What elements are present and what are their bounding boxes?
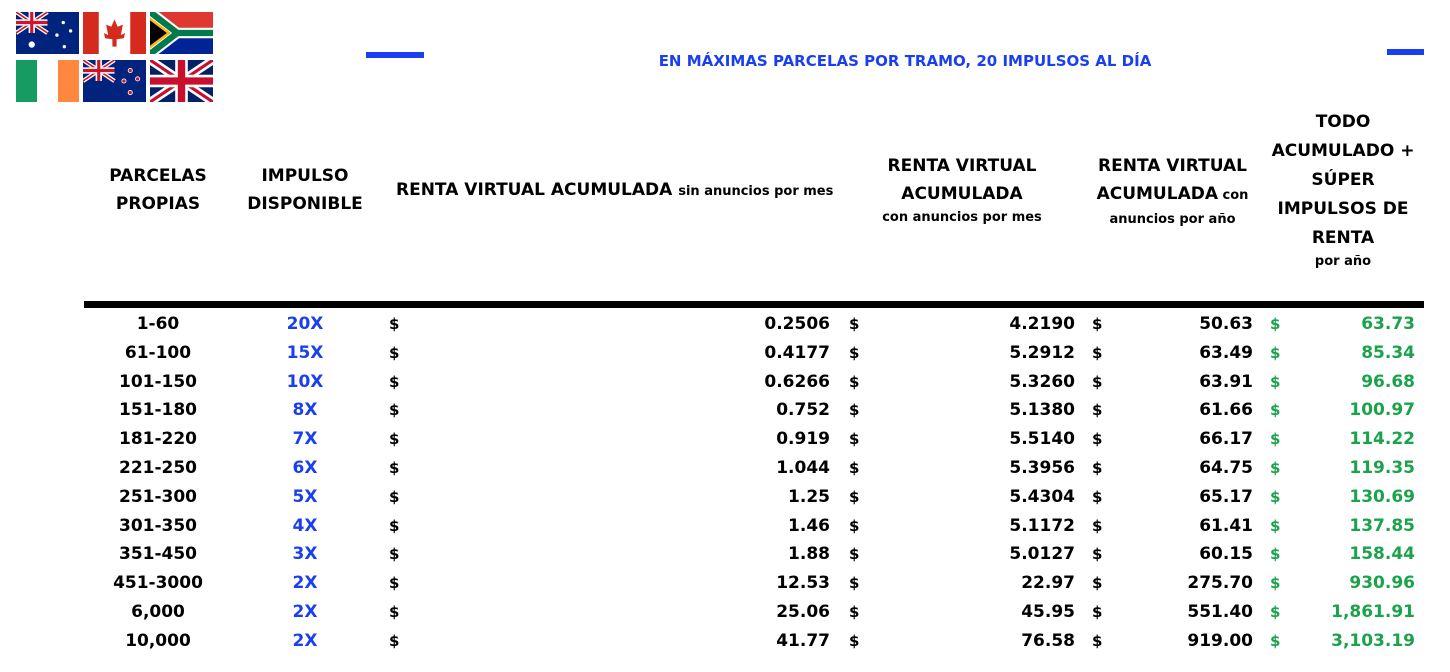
cell-currency-symbol: $ [1270, 315, 1281, 333]
header-parcelas-line1: PARCELAS [109, 166, 207, 186]
cell-renta-anio: 61.41 [1199, 515, 1253, 536]
header-renta-mes-sin [396, 176, 836, 206]
cell-currency-symbol: $ [1270, 459, 1281, 477]
table-row [0, 339, 1450, 368]
cell-renta-mes-sin: 0.4177 [764, 342, 830, 363]
cell-currency-symbol: $ [1270, 372, 1281, 391]
cell-currency-symbol: $ [389, 487, 400, 506]
cell-currency-symbol: $ [849, 343, 860, 362]
cell-impulso: 6X [292, 458, 318, 478]
header-todo-small: por año [1314, 254, 1372, 269]
cell-renta-mes-sin: 1.25 [788, 486, 830, 507]
cell-total-anio: 100.97 [1349, 400, 1415, 421]
table-row [0, 368, 1450, 397]
cell-parcelas: 251-300 [118, 486, 198, 507]
cell-currency-symbol: $ [1270, 343, 1281, 362]
header-todo-line2: ACUMULADO + [1271, 141, 1415, 161]
header-parcelas-line2: PROPIAS [115, 194, 201, 214]
cell-currency-symbol: $ [849, 516, 860, 535]
cell-parcelas: 301-350 [118, 515, 198, 536]
cell-currency-symbol: $ [849, 430, 860, 449]
header-renta-anio-small: anuncios por año [1109, 212, 1236, 227]
header-impulso [240, 162, 370, 218]
cell-currency-symbol: $ [1092, 430, 1103, 449]
cell-currency-symbol: $ [849, 315, 860, 333]
cell-renta-mes-con: 5.1380 [1009, 400, 1075, 421]
cell-renta-mes-sin: 12.53 [776, 573, 830, 594]
blue-bar-left [366, 52, 424, 58]
cell-renta-mes-sin: 25.06 [776, 602, 830, 622]
cell-currency-symbol: $ [849, 603, 860, 621]
australia-flag [16, 12, 79, 54]
cell-currency-symbol: $ [1092, 603, 1103, 621]
cell-parcelas: 151-180 [118, 400, 198, 421]
cell-impulso: 2X [292, 573, 318, 594]
table-row [0, 425, 1450, 454]
cell-renta-mes-sin: 0.752 [776, 400, 830, 421]
cell-currency-symbol: $ [389, 343, 400, 362]
cell-total-anio: 137.85 [1349, 515, 1415, 536]
cell-renta-mes-sin: 1.044 [776, 458, 830, 478]
cell-currency-symbol: $ [1092, 315, 1103, 333]
cell-total-anio: 119.35 [1349, 458, 1415, 478]
header-renta-mes-con-line2: ACUMULADA [901, 184, 1023, 204]
cell-currency-symbol: $ [389, 401, 400, 420]
cell-currency-symbol: $ [389, 545, 400, 564]
cell-currency-symbol: $ [1270, 545, 1281, 564]
cell-renta-anio: 919.00 [1187, 630, 1253, 651]
cell-impulso: 15X [286, 342, 324, 363]
cell-renta-anio: 60.15 [1199, 544, 1253, 565]
header-renta-anio-line1: RENTA VIRTUAL [1098, 156, 1247, 176]
header-todo-line5: RENTA [1311, 228, 1375, 248]
header-renta-anio-line2-main: ACUMULADA [1096, 184, 1218, 204]
cell-renta-mes-sin: 1.88 [788, 544, 830, 565]
cell-currency-symbol: $ [389, 315, 400, 333]
cell-renta-anio: 63.49 [1199, 342, 1253, 363]
header-divider [84, 301, 1424, 308]
header-impulso-line2: DISPONIBLE [247, 194, 363, 214]
cell-parcelas: 101-150 [118, 371, 198, 392]
cell-total-anio: 930.96 [1349, 573, 1415, 594]
header-renta-mes-sin-small: sin anuncios por mes [678, 184, 834, 199]
header-renta-anio [1090, 152, 1255, 230]
cell-parcelas: 181-220 [118, 429, 198, 450]
header-renta-mes-sin-main: RENTA VIRTUAL ACUMULADA [396, 180, 673, 200]
cell-currency-symbol: $ [389, 603, 400, 621]
cell-impulso: 5X [292, 486, 318, 507]
cell-currency-symbol: $ [1092, 459, 1103, 477]
cell-renta-anio: 50.63 [1199, 314, 1253, 334]
cell-currency-symbol: $ [389, 459, 400, 477]
header-renta-anio-line2-small: con [1218, 188, 1249, 203]
header-renta-mes-con-small: con anuncios por mes [882, 210, 1042, 225]
table-row [0, 454, 1450, 483]
cell-renta-mes-con: 5.4304 [1009, 486, 1075, 507]
cell-impulso: 20X [286, 314, 324, 334]
cell-currency-symbol: $ [1092, 372, 1103, 391]
table-row [0, 483, 1450, 512]
cell-renta-mes-sin: 0.6266 [764, 371, 830, 392]
cell-renta-mes-con: 5.3260 [1009, 371, 1075, 392]
table-row [0, 310, 1450, 339]
uk-flag [150, 60, 213, 102]
cell-total-anio: 1,861.91 [1331, 602, 1415, 622]
cell-renta-anio: 63.91 [1199, 371, 1253, 392]
cell-currency-symbol: $ [1270, 487, 1281, 506]
cell-currency-symbol: $ [849, 372, 860, 391]
cell-impulso: 2X [292, 630, 318, 651]
cell-currency-symbol: $ [389, 516, 400, 535]
header-renta-mes-con [862, 152, 1062, 228]
cell-renta-mes-con: 76.58 [1021, 630, 1075, 651]
header-todo-acumulado [1268, 108, 1418, 271]
header-todo-line3: SÚPER [1311, 170, 1375, 190]
cell-renta-anio: 551.40 [1187, 602, 1253, 622]
cell-currency-symbol: $ [1092, 631, 1103, 650]
cell-currency-symbol: $ [1270, 631, 1281, 650]
cell-impulso: 2X [292, 602, 318, 622]
cell-currency-symbol: $ [849, 487, 860, 506]
cell-renta-anio: 61.66 [1199, 400, 1253, 421]
cell-currency-symbol: $ [1092, 545, 1103, 564]
cell-currency-symbol: $ [389, 574, 400, 593]
cell-currency-symbol: $ [849, 401, 860, 420]
cell-total-anio: 96.68 [1361, 371, 1415, 392]
cell-renta-anio: 65.17 [1199, 486, 1253, 507]
cell-currency-symbol: $ [1270, 516, 1281, 535]
cell-impulso: 7X [292, 429, 318, 450]
ireland-flag [16, 60, 79, 102]
cell-renta-mes-sin: 1.46 [788, 515, 830, 536]
cell-currency-symbol: $ [849, 631, 860, 650]
cell-renta-mes-con: 5.1172 [1009, 515, 1075, 536]
cell-parcelas: 10,000 [125, 630, 191, 651]
table-row [0, 540, 1450, 569]
cell-parcelas: 61-100 [124, 342, 192, 363]
header-todo-line1: TODO [1315, 112, 1371, 132]
cell-renta-anio: 275.70 [1187, 573, 1253, 594]
cell-renta-mes-con: 22.97 [1021, 573, 1075, 594]
cell-renta-mes-sin: 0.2506 [764, 314, 830, 334]
table-subtitle: EN MÁXIMAS PARCELAS POR TRAMO, 20 IMPULSOS AL DÍA [658, 52, 1152, 70]
cell-currency-symbol: $ [1270, 574, 1281, 593]
cell-renta-mes-con: 45.95 [1021, 602, 1075, 622]
table-row [0, 569, 1450, 598]
cell-impulso: 10X [286, 371, 324, 392]
cell-currency-symbol: $ [389, 430, 400, 449]
cell-renta-mes-con: 4.2190 [1009, 314, 1075, 334]
table-row [0, 598, 1450, 627]
cell-currency-symbol: $ [1092, 401, 1103, 420]
cell-renta-mes-con: 5.3956 [1009, 458, 1075, 478]
canada-flag [83, 12, 146, 54]
cell-impulso: 3X [292, 544, 318, 565]
cell-parcelas: 351-450 [118, 544, 198, 565]
cell-total-anio: 85.34 [1361, 342, 1415, 363]
flags-group [16, 12, 216, 104]
cell-currency-symbol: $ [1092, 343, 1103, 362]
cell-currency-symbol: $ [1092, 487, 1103, 506]
table-row [0, 396, 1450, 425]
cell-total-anio: 114.22 [1349, 429, 1415, 450]
cell-parcelas: 451-3000 [113, 573, 203, 594]
header-impulso-line1: IMPULSO [261, 166, 349, 186]
cell-currency-symbol: $ [1270, 401, 1281, 420]
cell-total-anio: 63.73 [1361, 314, 1415, 334]
cell-parcelas: 6,000 [131, 602, 185, 622]
cell-parcelas: 1-60 [136, 314, 180, 334]
south-africa-flag [150, 12, 213, 54]
cell-currency-symbol: $ [1270, 430, 1281, 449]
cell-currency-symbol: $ [389, 631, 400, 650]
cell-currency-symbol: $ [849, 574, 860, 593]
blue-bar-right [1387, 49, 1424, 55]
cell-parcelas: 221-250 [118, 458, 198, 478]
cell-currency-symbol: $ [389, 372, 400, 391]
cell-renta-mes-sin: 0.919 [776, 429, 830, 450]
cell-total-anio: 3,103.19 [1331, 630, 1415, 651]
cell-currency-symbol: $ [849, 459, 860, 477]
cell-total-anio: 130.69 [1349, 486, 1415, 507]
cell-currency-symbol: $ [1092, 516, 1103, 535]
new-zealand-flag [83, 60, 146, 102]
cell-renta-mes-con: 5.0127 [1009, 544, 1075, 565]
header-renta-anio-line2 [1090, 180, 1255, 210]
cell-renta-mes-con: 5.5140 [1009, 429, 1075, 450]
cell-impulso: 4X [292, 515, 318, 536]
cell-renta-mes-con: 5.2912 [1009, 342, 1075, 363]
cell-currency-symbol: $ [849, 545, 860, 564]
header-renta-mes-con-line1: RENTA VIRTUAL [887, 156, 1037, 176]
table-row [0, 627, 1450, 656]
header-parcelas [84, 162, 232, 218]
cell-renta-mes-sin: 41.77 [776, 630, 830, 651]
table-row [0, 512, 1450, 541]
cell-currency-symbol: $ [1270, 603, 1281, 621]
header-todo-line4: IMPULSOS DE [1277, 199, 1409, 219]
cell-currency-symbol: $ [1092, 574, 1103, 593]
cell-renta-anio: 66.17 [1199, 429, 1253, 450]
cell-renta-anio: 64.75 [1199, 458, 1253, 478]
cell-impulso: 8X [292, 400, 318, 421]
cell-total-anio: 158.44 [1349, 544, 1415, 565]
